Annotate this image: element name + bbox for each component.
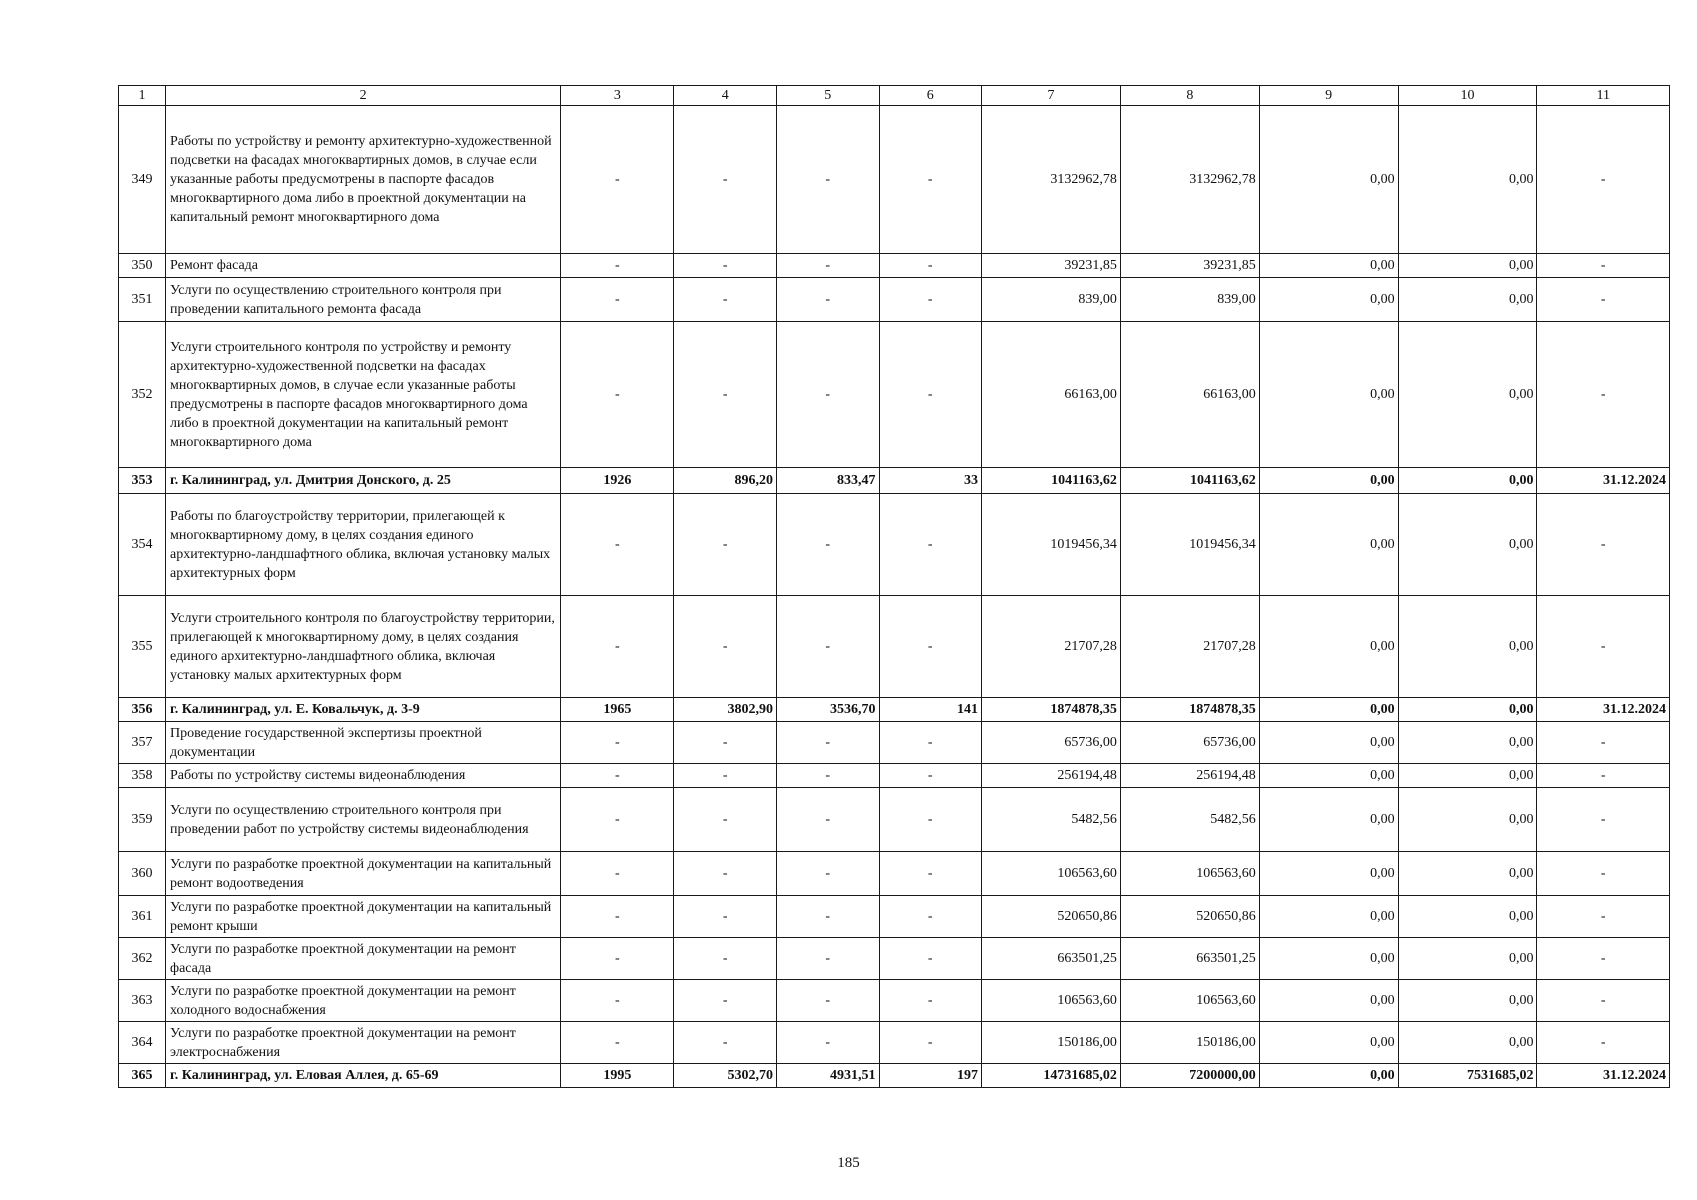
year-cell: -	[561, 788, 674, 852]
living-area-cell: -	[776, 788, 879, 852]
fund-cost-cell: 1019456,34	[1120, 494, 1259, 596]
row-number-cell: 357	[119, 722, 166, 764]
header-cell: 3	[561, 86, 674, 106]
living-area-cell: 4931,51	[776, 1064, 879, 1088]
deadline-cell: -	[1537, 494, 1670, 596]
description-cell: Услуги по разработке проектной документации на ремонт электроснабжения	[166, 1022, 561, 1064]
total-area-cell: 896,20	[674, 468, 777, 494]
year-cell: -	[561, 322, 674, 468]
description-cell: Услуги по разработке проектной документации на капитальный ремонт водоотведения	[166, 852, 561, 896]
living-area-cell: -	[776, 278, 879, 322]
total-area-cell: -	[674, 596, 777, 698]
description-cell: Услуги по осуществлению строительного контроля при проведении капитального ремонта фасада	[166, 278, 561, 322]
living-area-cell: -	[776, 852, 879, 896]
residents-cell: -	[879, 980, 982, 1022]
fund-cost-cell: 21707,28	[1120, 596, 1259, 698]
year-cell: -	[561, 980, 674, 1022]
year-cell: 1926	[561, 468, 674, 494]
total-area-cell: -	[674, 494, 777, 596]
total-cost-cell: 5482,56	[982, 788, 1121, 852]
register-sheet	[118, 85, 1670, 1088]
year-cell: -	[561, 896, 674, 938]
owners-cost-cell: 0,00	[1398, 322, 1537, 468]
deadline-cell: -	[1537, 722, 1670, 764]
budget-cost-cell: 0,00	[1259, 106, 1398, 254]
row-number-cell: 350	[119, 254, 166, 278]
table-row	[119, 764, 1670, 788]
table-row	[119, 278, 1670, 322]
description-cell: Работы по устройству и ремонту архитектурно-художественной подсветки на фасадах многоквартирных домов, в случае если указанные работы предусмотрены в паспорте фасадов многоквартирного дома либо в проектной документации на капитальный ремонт многоквартирного дома	[166, 106, 561, 254]
deadline-cell: -	[1537, 106, 1670, 254]
deadline-cell: 31.12.2024	[1537, 468, 1670, 494]
deadline-cell: -	[1537, 764, 1670, 788]
fund-cost-cell: 7200000,00	[1120, 1064, 1259, 1088]
row-number-cell: 362	[119, 938, 166, 980]
budget-cost-cell: 0,00	[1259, 852, 1398, 896]
total-cost-cell: 150186,00	[982, 1022, 1121, 1064]
living-area-cell: 3536,70	[776, 698, 879, 722]
living-area-cell: -	[776, 254, 879, 278]
total-cost-cell: 21707,28	[982, 596, 1121, 698]
total-area-cell: -	[674, 322, 777, 468]
budget-cost-cell: 0,00	[1259, 788, 1398, 852]
deadline-cell: 31.12.2024	[1537, 1064, 1670, 1088]
budget-cost-cell: 0,00	[1259, 698, 1398, 722]
total-area-cell: 5302,70	[674, 1064, 777, 1088]
living-area-cell: -	[776, 722, 879, 764]
residents-cell: -	[879, 788, 982, 852]
owners-cost-cell: 0,00	[1398, 788, 1537, 852]
table-row	[119, 596, 1670, 698]
fund-cost-cell: 1041163,62	[1120, 468, 1259, 494]
budget-cost-cell: 0,00	[1259, 764, 1398, 788]
row-number-cell: 352	[119, 322, 166, 468]
description-cell: Проведение государственной экспертизы проектной документации	[166, 722, 561, 764]
living-area-cell: -	[776, 596, 879, 698]
header-cell: 5	[776, 86, 879, 106]
table-row	[119, 254, 1670, 278]
table-body	[119, 86, 1670, 1088]
row-number-cell: 354	[119, 494, 166, 596]
table-row	[119, 106, 1670, 254]
total-area-cell: -	[674, 896, 777, 938]
budget-cost-cell: 0,00	[1259, 596, 1398, 698]
budget-cost-cell: 0,00	[1259, 722, 1398, 764]
table-row	[119, 938, 1670, 980]
header-cell: 11	[1537, 86, 1670, 106]
living-area-cell: -	[776, 938, 879, 980]
living-area-cell: -	[776, 896, 879, 938]
residents-cell: -	[879, 278, 982, 322]
owners-cost-cell: 0,00	[1398, 596, 1537, 698]
row-number-cell: 356	[119, 698, 166, 722]
description-cell: Услуги строительного контроля по благоустройству территории, прилегающей к многоквартирному дому, в целях создания единого архитектурно-ландшафтного облика, включая установку малых архитектурных форм	[166, 596, 561, 698]
owners-cost-cell: 0,00	[1398, 698, 1537, 722]
header-cell: 4	[674, 86, 777, 106]
row-number-cell: 355	[119, 596, 166, 698]
total-cost-cell: 839,00	[982, 278, 1121, 322]
residents-cell: 141	[879, 698, 982, 722]
residents-cell: -	[879, 1022, 982, 1064]
table-row	[119, 722, 1670, 764]
total-cost-cell: 65736,00	[982, 722, 1121, 764]
table-row	[119, 1022, 1670, 1064]
total-cost-cell: 256194,48	[982, 764, 1121, 788]
budget-cost-cell: 0,00	[1259, 254, 1398, 278]
budget-cost-cell: 0,00	[1259, 494, 1398, 596]
total-area-cell: -	[674, 980, 777, 1022]
row-number-cell: 351	[119, 278, 166, 322]
budget-cost-cell: 0,00	[1259, 468, 1398, 494]
total-area-cell: -	[674, 106, 777, 254]
total-cost-cell: 14731685,02	[982, 1064, 1121, 1088]
total-cost-cell: 3132962,78	[982, 106, 1121, 254]
row-number-cell: 358	[119, 764, 166, 788]
total-area-cell: -	[674, 1022, 777, 1064]
row-number-cell: 360	[119, 852, 166, 896]
table-row	[119, 322, 1670, 468]
table-row	[119, 468, 1670, 494]
residents-cell: -	[879, 322, 982, 468]
year-cell: 1965	[561, 698, 674, 722]
residents-cell: 33	[879, 468, 982, 494]
fund-cost-cell: 663501,25	[1120, 938, 1259, 980]
deadline-cell: -	[1537, 852, 1670, 896]
row-number-cell: 349	[119, 106, 166, 254]
fund-cost-cell: 3132962,78	[1120, 106, 1259, 254]
total-area-cell: -	[674, 788, 777, 852]
budget-cost-cell: 0,00	[1259, 980, 1398, 1022]
description-cell: Услуги по разработке проектной документации на ремонт холодного водоснабжения	[166, 980, 561, 1022]
deadline-cell: -	[1537, 980, 1670, 1022]
fund-cost-cell: 256194,48	[1120, 764, 1259, 788]
total-area-cell: -	[674, 722, 777, 764]
owners-cost-cell: 0,00	[1398, 494, 1537, 596]
total-area-cell: -	[674, 254, 777, 278]
year-cell: -	[561, 1022, 674, 1064]
year-cell: -	[561, 254, 674, 278]
header-row	[119, 86, 1670, 106]
table-row	[119, 1064, 1670, 1088]
row-number-cell: 361	[119, 896, 166, 938]
budget-cost-cell: 0,00	[1259, 896, 1398, 938]
residents-cell: 197	[879, 1064, 982, 1088]
table-row	[119, 896, 1670, 938]
fund-cost-cell: 150186,00	[1120, 1022, 1259, 1064]
year-cell: -	[561, 938, 674, 980]
year-cell: -	[561, 852, 674, 896]
living-area-cell: -	[776, 764, 879, 788]
fund-cost-cell: 39231,85	[1120, 254, 1259, 278]
living-area-cell: -	[776, 980, 879, 1022]
residents-cell: -	[879, 852, 982, 896]
header-cell: 6	[879, 86, 982, 106]
deadline-cell: -	[1537, 254, 1670, 278]
description-cell: Работы по благоустройству территории, прилегающей к многоквартирному дому, в целях создания единого архитектурно-ландшафтного облика, включая установку малых архитектурных форм	[166, 494, 561, 596]
header-cell: 7	[982, 86, 1121, 106]
row-number-cell: 353	[119, 468, 166, 494]
owners-cost-cell: 0,00	[1398, 106, 1537, 254]
owners-cost-cell: 0,00	[1398, 254, 1537, 278]
header-cell: 10	[1398, 86, 1537, 106]
total-cost-cell: 106563,60	[982, 852, 1121, 896]
description-cell: г. Калининград, ул. Еловая Аллея, д. 65-69	[166, 1064, 561, 1088]
header-cell: 8	[1120, 86, 1259, 106]
page-number: 185	[837, 1155, 860, 1171]
living-area-cell: -	[776, 1022, 879, 1064]
owners-cost-cell: 0,00	[1398, 980, 1537, 1022]
owners-cost-cell: 0,00	[1398, 938, 1537, 980]
total-cost-cell: 520650,86	[982, 896, 1121, 938]
year-cell: -	[561, 494, 674, 596]
living-area-cell: -	[776, 322, 879, 468]
description-cell: Услуги по осуществлению строительного контроля при проведении работ по устройству системы видеонаблюдения	[166, 788, 561, 852]
total-area-cell: 3802,90	[674, 698, 777, 722]
year-cell: 1995	[561, 1064, 674, 1088]
deadline-cell: 31.12.2024	[1537, 698, 1670, 722]
row-number-cell: 365	[119, 1064, 166, 1088]
description-cell: Услуги по разработке проектной документации на ремонт фасада	[166, 938, 561, 980]
table-row	[119, 852, 1670, 896]
table-row	[119, 698, 1670, 722]
fund-cost-cell: 1874878,35	[1120, 698, 1259, 722]
total-cost-cell: 106563,60	[982, 980, 1121, 1022]
fund-cost-cell: 65736,00	[1120, 722, 1259, 764]
capital-repair-table	[118, 85, 1670, 1088]
living-area-cell: -	[776, 494, 879, 596]
description-cell: г. Калининград, ул. Е. Ковальчук, д. 3-9	[166, 698, 561, 722]
residents-cell: -	[879, 896, 982, 938]
row-number-cell: 359	[119, 788, 166, 852]
residents-cell: -	[879, 764, 982, 788]
fund-cost-cell: 5482,56	[1120, 788, 1259, 852]
row-number-cell: 363	[119, 980, 166, 1022]
residents-cell: -	[879, 254, 982, 278]
year-cell: -	[561, 278, 674, 322]
owners-cost-cell: 0,00	[1398, 1022, 1537, 1064]
total-area-cell: -	[674, 938, 777, 980]
description-cell: Работы по устройству системы видеонаблюдения	[166, 764, 561, 788]
description-cell: Услуги по разработке проектной документации на капитальный ремонт крыши	[166, 896, 561, 938]
deadline-cell: -	[1537, 938, 1670, 980]
row-number-cell: 364	[119, 1022, 166, 1064]
deadline-cell: -	[1537, 1022, 1670, 1064]
total-area-cell: -	[674, 278, 777, 322]
year-cell: -	[561, 106, 674, 254]
table-row	[119, 494, 1670, 596]
budget-cost-cell: 0,00	[1259, 1064, 1398, 1088]
deadline-cell: -	[1537, 896, 1670, 938]
year-cell: -	[561, 722, 674, 764]
header-cell: 9	[1259, 86, 1398, 106]
owners-cost-cell: 0,00	[1398, 764, 1537, 788]
budget-cost-cell: 0,00	[1259, 278, 1398, 322]
residents-cell: -	[879, 938, 982, 980]
residents-cell: -	[879, 494, 982, 596]
living-area-cell: -	[776, 106, 879, 254]
deadline-cell: -	[1537, 278, 1670, 322]
total-area-cell: -	[674, 764, 777, 788]
fund-cost-cell: 106563,60	[1120, 852, 1259, 896]
total-cost-cell: 663501,25	[982, 938, 1121, 980]
deadline-cell: -	[1537, 322, 1670, 468]
table-row	[119, 980, 1670, 1022]
residents-cell: -	[879, 596, 982, 698]
fund-cost-cell: 839,00	[1120, 278, 1259, 322]
owners-cost-cell: 0,00	[1398, 896, 1537, 938]
owners-cost-cell: 0,00	[1398, 722, 1537, 764]
fund-cost-cell: 66163,00	[1120, 322, 1259, 468]
header-cell: 2	[166, 86, 561, 106]
budget-cost-cell: 0,00	[1259, 322, 1398, 468]
owners-cost-cell: 7531685,02	[1398, 1064, 1537, 1088]
year-cell: -	[561, 596, 674, 698]
living-area-cell: 833,47	[776, 468, 879, 494]
total-cost-cell: 1041163,62	[982, 468, 1121, 494]
description-cell: Ремонт фасада	[166, 254, 561, 278]
total-cost-cell: 66163,00	[982, 322, 1121, 468]
total-cost-cell: 39231,85	[982, 254, 1121, 278]
budget-cost-cell: 0,00	[1259, 938, 1398, 980]
total-area-cell: -	[674, 852, 777, 896]
owners-cost-cell: 0,00	[1398, 278, 1537, 322]
owners-cost-cell: 0,00	[1398, 468, 1537, 494]
total-cost-cell: 1019456,34	[982, 494, 1121, 596]
year-cell: -	[561, 764, 674, 788]
deadline-cell: -	[1537, 788, 1670, 852]
owners-cost-cell: 0,00	[1398, 852, 1537, 896]
fund-cost-cell: 520650,86	[1120, 896, 1259, 938]
table-row	[119, 788, 1670, 852]
budget-cost-cell: 0,00	[1259, 1022, 1398, 1064]
deadline-cell: -	[1537, 596, 1670, 698]
total-cost-cell: 1874878,35	[982, 698, 1121, 722]
residents-cell: -	[879, 106, 982, 254]
description-cell: г. Калининград, ул. Дмитрия Донского, д. 25	[166, 468, 561, 494]
header-cell: 1	[119, 86, 166, 106]
description-cell: Услуги строительного контроля по устройству и ремонту архитектурно-художественной подсветки на фасадах многоквартирных домов, в случае если указанные работы предусмотрены в паспорте фасадов многоквартирного дома либо в проектной документации на капитальный ремонт многоквартирного дома	[166, 322, 561, 468]
residents-cell: -	[879, 722, 982, 764]
fund-cost-cell: 106563,60	[1120, 980, 1259, 1022]
